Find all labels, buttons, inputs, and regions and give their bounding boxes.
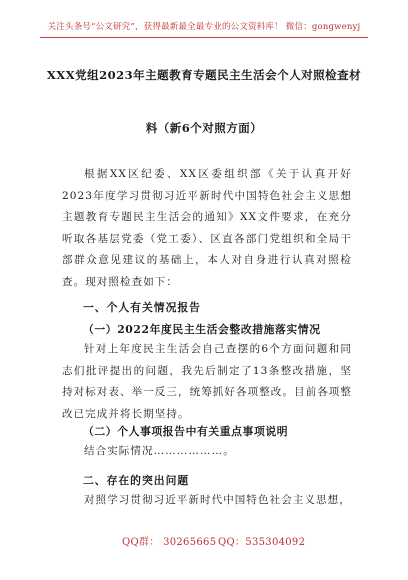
header-banner: 关注头条号“公文研究”，获得最新最全最专业的公文资料库！ 微信：gongwenyj xyxy=(47,22,361,32)
footer-qq: QQ：535304092 xyxy=(218,537,306,548)
document-title-line-1: XXX党组2023年主题教育专题民主生活会个人对照检查材 xyxy=(46,68,362,82)
section-1-subheading-2: （二）个人事项报告中有关重点事项说明 xyxy=(83,425,289,438)
section-1-sub-1-body: 针对上年度民主生活会自己查摆的6个方面问题和同志们批评提出的问题，我先后制定了13条整改措施，坚持对标对表、举一反三，统筹抓好各项整改。目前各项整改已完成并将长期坚持。 xyxy=(62,343,352,420)
header-rule xyxy=(40,37,368,38)
footer-qq-group: QQ群： 30265665 xyxy=(122,537,217,548)
intro-paragraph: 根据XX区纪委、XX区委组织部《关于认真开好2023年度学习贯彻习近平新时代中国特色社会主义思想主题教育专题民主生活会的通知》XX文件要求，在充分听取各基层党委（党工委）、区直各部门党组织和全局干部群众意见建议的基础上，本人对自身进行认真对照检查。现对照检查如下： xyxy=(62,168,352,288)
section-2-body: 对照学习贯彻习近平新时代中国特色社会主义思想， xyxy=(84,494,351,506)
section-2-heading: 二、存在的突出问题 xyxy=(83,474,190,487)
section-1-heading: 一、个人有关情况报告 xyxy=(83,301,201,314)
section-1-sub-2-body: 结合实际情况………………。 xyxy=(84,445,235,457)
section-1-subheading-1: （一）2022年度民主生活会整改措施落实情况 xyxy=(83,323,321,336)
document-title-line-2: 料（新6个对照方面） xyxy=(145,121,263,135)
